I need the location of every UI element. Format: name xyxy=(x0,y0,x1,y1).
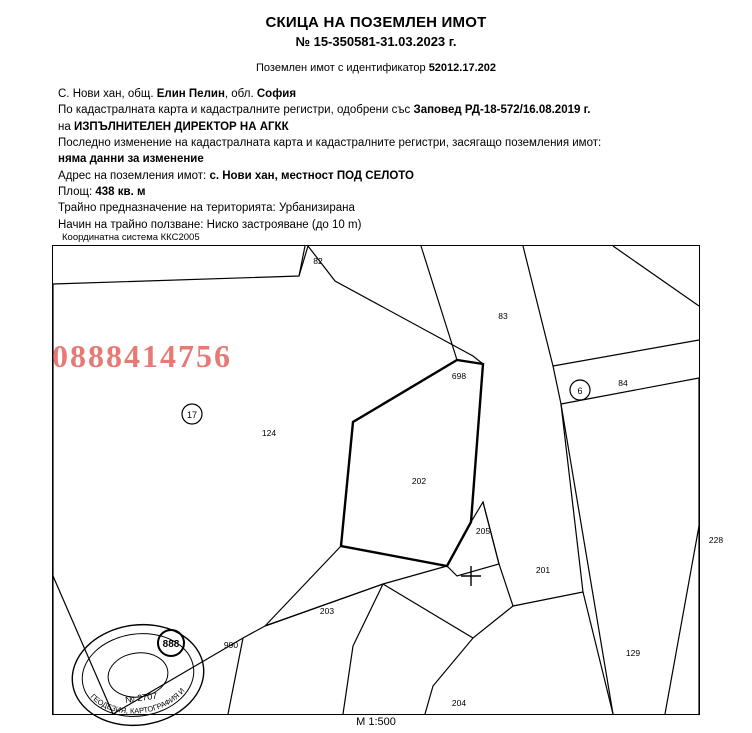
info-text: Начин на трайно ползване: Ниско застрояване (до 10 m) xyxy=(58,218,362,231)
info-text: 438 кв. м xyxy=(95,185,146,198)
svg-text:6: 6 xyxy=(577,386,583,396)
info-text: Заповед РД-18-572/16.08.2019 г. xyxy=(413,104,591,117)
info-row xyxy=(58,168,698,184)
parcel-number: 990 xyxy=(223,640,239,650)
parcel-number: 129 xyxy=(625,648,641,658)
cadastral-map[interactable] xyxy=(52,245,724,715)
page-title: СКИЦА НА ПОЗЕМЛЕН ИМОТ xyxy=(265,14,487,31)
info-row xyxy=(58,200,698,216)
region-prefix: , обл. xyxy=(224,88,257,100)
parcel-number: 202 xyxy=(411,476,427,486)
info-row xyxy=(58,135,698,151)
map-svg[interactable] xyxy=(53,246,724,714)
stamp-text-top: ГЕОДЕЗИЯ, КАРТОГРАФИЯ И xyxy=(88,686,187,716)
parcel-number: 205 xyxy=(475,526,491,536)
parcel-number: 82 xyxy=(313,256,323,266)
document-title-block xyxy=(0,0,752,50)
coordinate-system-label: Координатна система ККС2005 xyxy=(62,232,200,243)
parcel-number: 228 xyxy=(708,535,724,545)
identifier-line xyxy=(0,62,752,74)
info-text: няма данни за изменение xyxy=(58,153,204,166)
info-text: Последно изменение на кадастралната карта и кадастралните регистри, засягащо поземления имот: xyxy=(58,136,602,149)
circled-parcel-markers xyxy=(158,380,590,656)
info-text: Трайно предназначение на територията: Урбанизирана xyxy=(58,202,355,215)
info-text: ИЗПЪЛНИТЕЛЕН ДИРЕКТОР НА АГКК xyxy=(73,120,289,133)
info-text: Площ: xyxy=(58,185,96,198)
info-row xyxy=(58,119,698,135)
circled-parcel-marker-888 xyxy=(158,630,184,656)
map-scale: М 1:500 xyxy=(356,716,396,728)
identifier-value: 52012.17.202 xyxy=(428,62,496,74)
info-row xyxy=(58,217,698,233)
info-text: на xyxy=(58,120,74,133)
info-row xyxy=(58,102,698,118)
parcel-number: 84 xyxy=(618,378,628,388)
document-number: № 15-350581-31.03.2023 г. xyxy=(295,33,457,49)
parcel-202-outline xyxy=(341,360,483,566)
location-prefix: С. Нови хан, общ. xyxy=(58,88,157,100)
parcel-number: 83 xyxy=(498,311,508,321)
info-text: Адрес на поземления имот: xyxy=(58,169,210,182)
parcel-number: 203 xyxy=(319,606,335,616)
info-text: По кадастралната карта и кадастралните регистри, одобрени със xyxy=(58,104,414,117)
parcel-number: 204 xyxy=(451,698,467,708)
info-lines xyxy=(58,102,698,233)
parcel-205-outline xyxy=(447,502,499,576)
stamp-number: № 2707 xyxy=(124,690,158,705)
property-info-block xyxy=(58,86,698,233)
parcel-number: 124 xyxy=(261,428,277,438)
region: София xyxy=(256,88,297,100)
identifier-prefix: Поземлен имот с идентификатор xyxy=(256,62,429,74)
location-row xyxy=(58,86,698,102)
svg-text:17: 17 xyxy=(186,410,198,420)
center-cross-marker xyxy=(461,566,481,586)
circled-parcel-marker xyxy=(182,404,202,424)
circled-parcel-marker xyxy=(570,380,590,400)
svg-text:888: 888 xyxy=(162,639,180,650)
parcel-203-outline xyxy=(265,546,447,626)
info-text: с. Нови хан, местност ПОД СЕЛОТО xyxy=(209,169,414,182)
info-row xyxy=(58,184,698,200)
phone-watermark: 0888414756 xyxy=(52,338,232,374)
municipality: Елин Пелин xyxy=(156,88,225,100)
info-row xyxy=(58,151,698,167)
parcel-number: 201 xyxy=(535,565,551,575)
parcel-number: 698 xyxy=(451,371,467,381)
